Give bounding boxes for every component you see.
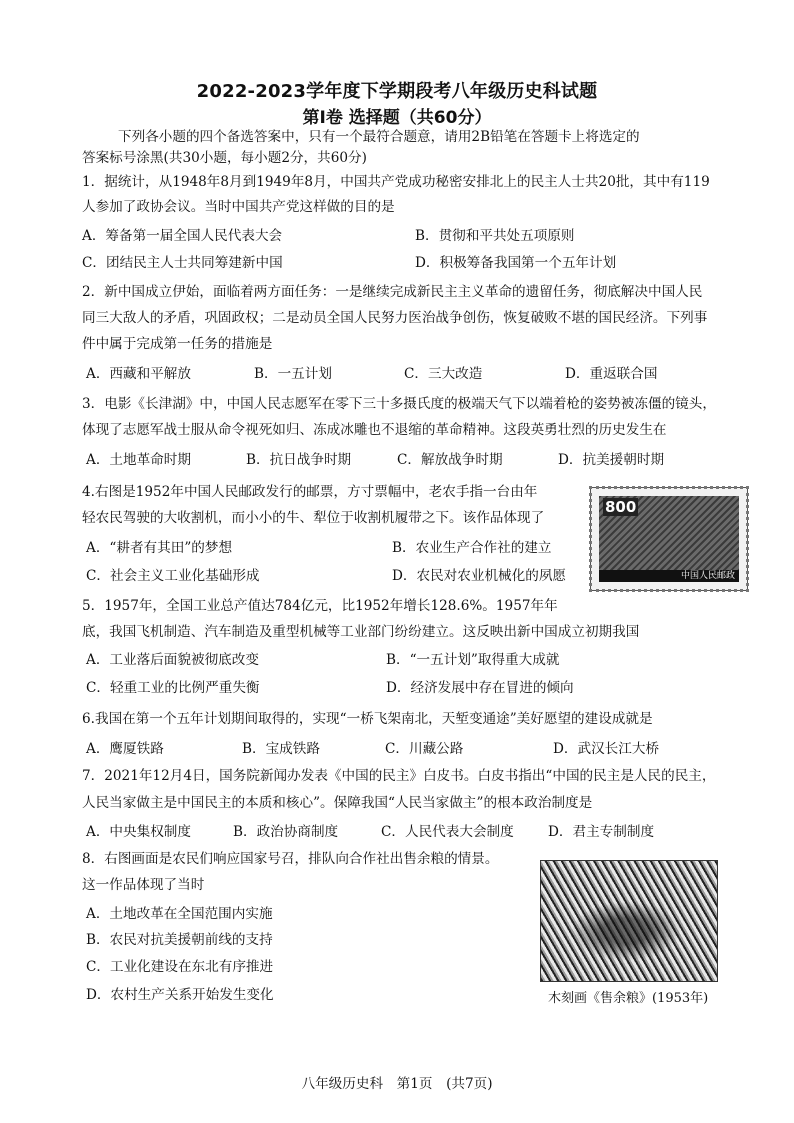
instruction-line: 下列各小题的四个备选答案中，只有一个最符合题意，请用2B铅笔在答题卡上将选定的: [118, 129, 640, 145]
question-8-stem: 这一作品体现了当时: [82, 877, 205, 893]
question-7-option-a: A．中央集权制度: [86, 824, 191, 840]
question-7-option-c: C．人民代表大会制度: [381, 824, 514, 840]
question-6-option-b: B．宝成铁路: [242, 741, 320, 757]
question-6-option-a: A．鹰厦铁路: [86, 741, 164, 757]
question-5-option-d: D．经济发展中存在冒进的倾向: [386, 680, 574, 696]
exam-title: 2022-2023学年度下学期段考八年级历史科试题: [196, 81, 598, 102]
question-6-option-d: D．武汉长江大桥: [553, 741, 660, 757]
question-4-stem: 轻农民驾驶的大收割机，而小小的牛、犁位于收割机履带之下。该作品体现了: [82, 510, 545, 526]
page-footer: 八年级历史科 第1页 (共7页): [301, 1076, 493, 1092]
question-8-option-d: D．农村生产关系开始发生变化: [86, 987, 274, 1003]
woodcut-image: [540, 860, 718, 982]
question-3-option-a: A．土地革命时期: [86, 452, 191, 468]
question-4-option-c: C．社会主义工业化基础形成: [86, 568, 260, 584]
question-5-option-c: C．轻重工业的比例严重失衡: [86, 680, 260, 696]
question-4-stem: 4.右图是1952年中国人民邮政发行的邮票，方寸票幅中，老农手指一台由年: [82, 484, 538, 500]
question-1-stem: 人参加了政协会议。当时中国共产党这样做的目的是: [82, 199, 395, 215]
question-5-option-a: A．工业落后面貌被彻底改变: [86, 652, 259, 668]
question-1-stem: 1．据统计，从1948年8月到1949年8月，中国共产党成功秘密安排北上的民主人士共20批，其中有119: [82, 174, 710, 190]
stamp-image: [590, 487, 748, 591]
question-8-option-c: C．工业化建设在东北有序推进: [86, 959, 274, 975]
question-5-stem: 5．1957年，全国工业总产值达784亿元，比1952年增长128.6%。1957年年: [82, 598, 558, 614]
question-8-stem: 8．右图画面是农民们响应国家号召，排队向合作社出售余粮的情景。: [82, 851, 499, 867]
question-1-option-b: B．贯彻和平共处五项原则: [415, 228, 575, 244]
question-7-stem: 7．2021年12月4日，国务院新闻办发表《中国的民主》白皮书。白皮书指出“中国的民主是人民的民主，: [82, 768, 716, 784]
question-7-option-d: D．君主专制制度: [548, 824, 655, 840]
question-6-option-c: C．川藏公路: [385, 741, 464, 757]
question-4-option-b: B．农业生产合作社的建立: [392, 540, 552, 556]
question-4-option-d: D．农民对农业机械化的夙愿: [392, 568, 567, 584]
question-3-option-c: C．解放战争时期: [397, 452, 503, 468]
question-5-option-b: B．“一五计划”取得重大成就: [386, 652, 560, 668]
question-1-option-c: C．团结民主人士共同筹建新中国: [82, 255, 283, 271]
woodcut-caption: 木刻画《售余粮》(1953年): [548, 991, 709, 1006]
question-2-option-a: A．西藏和平解放: [86, 366, 191, 382]
stamp-value: 800: [605, 498, 637, 516]
stamp-issuer: 中国人民邮政: [599, 570, 739, 582]
question-2-option-c: C．三大改造: [404, 366, 483, 382]
question-8-option-a: A．土地改革在全国范围内实施: [86, 906, 273, 922]
question-7-stem: 人民当家做主是中国民主的本质和核心”。保障我国“人民当家做主”的根本政治制度是: [82, 795, 593, 811]
question-2-stem: 同三大敌人的矛盾，巩固政权；二是动员全国人民努力医治战争创伤，恢复破败不堪的国民经济。下列事: [82, 310, 708, 326]
question-7-option-b: B．政治协商制度: [233, 824, 339, 840]
question-8-option-b: B．农民对抗美援朝前线的支持: [86, 932, 273, 948]
question-1-option-a: A．筹备第一届全国人民代表大会: [82, 228, 283, 244]
question-5-stem: 底，我国飞机制造、汽车制造及重型机械等工业部门纷纷建立。这反映出新中国成立初期我国: [82, 624, 640, 640]
question-6-stem: 6.我国在第一个五年计划期间取得的，实现“一桥飞架南北，天堑变通途”美好愿望的建设成就是: [82, 711, 653, 727]
section-title: 第Ⅰ卷 选择题（共60分）: [302, 108, 492, 128]
question-2-option-b: B．一五计划: [254, 366, 332, 382]
question-2-stem: 件中属于完成第一任务的措施是: [82, 336, 273, 352]
instruction-line: 答案标号涂黑(共30小题，每小题2分，共60分): [82, 150, 367, 166]
question-1-option-d: D．积极筹备我国第一个五年计划: [415, 255, 617, 271]
question-4-option-a: A．“耕者有其田”的梦想: [86, 540, 233, 556]
question-3-stem: 体现了志愿军战士服从命令视死如归、冻成冰雕也不退缩的革命精神。这段英勇壮烈的历史发生在: [82, 422, 667, 438]
question-2-option-d: D．重返联合国: [565, 366, 658, 382]
question-3-stem: 3．电影《长津湖》中，中国人民志愿军在零下三十多摄氏度的极端天气下以端着枪的姿势被冻僵的镜头，: [82, 396, 716, 412]
question-3-option-d: D．抗美援朝时期: [558, 452, 665, 468]
question-2-stem: 2．新中国成立伊始，面临着两方面任务：一是继续完成新民主主义革命的遗留任务，彻底解决中国人民: [82, 284, 703, 300]
question-3-option-b: B．抗日战争时期: [246, 452, 352, 468]
